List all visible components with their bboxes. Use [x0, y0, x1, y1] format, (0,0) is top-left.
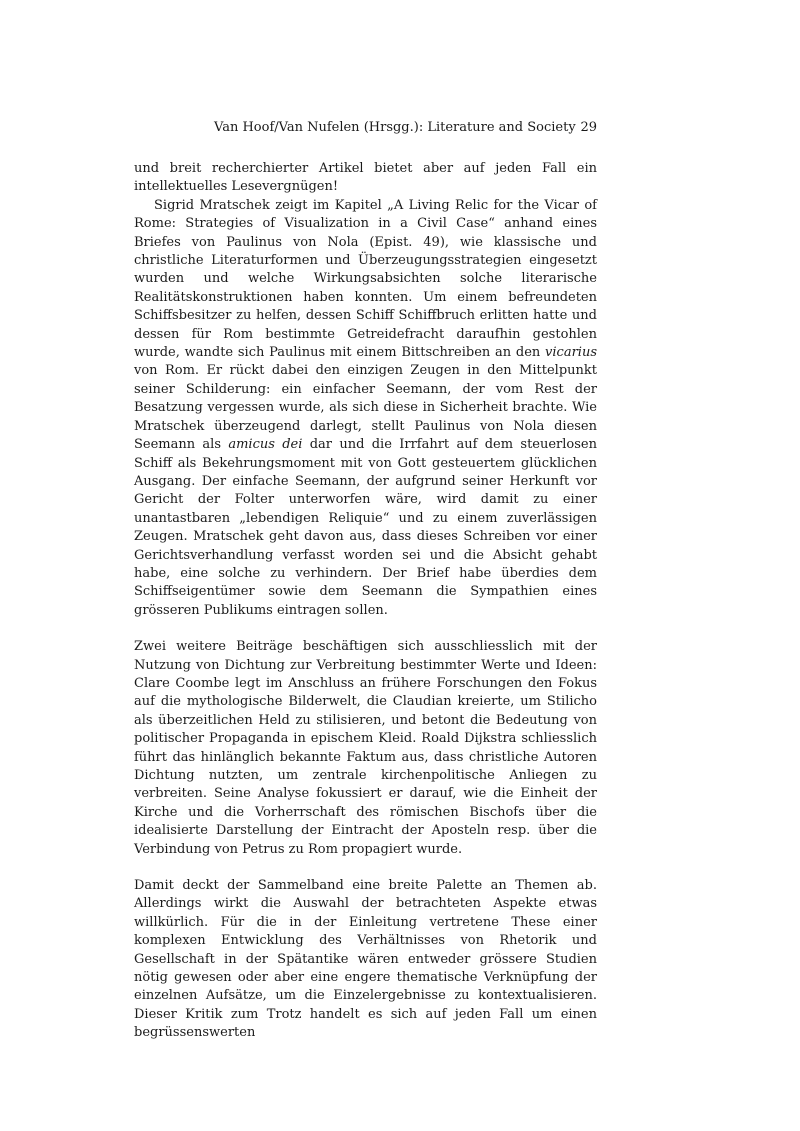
body-text: [134, 160, 597, 1043]
italic-term: amicus dei: [228, 437, 303, 453]
italic-term: vicarius: [545, 345, 597, 361]
paragraph-conclusion: Damit deckt der Sammelband eine breite Palette an Themen ab. Allerdings wirkt die Auswahl der betrachteten Aspekte etwas willkürlich. Für die in der Einleitung vertretene These einer komplexen Entwicklung des Verhältnisses von Rhetorik und Gesellschaft in der Spätantike wären entweder grössere Studien nötig gewesen oder aber eine engere thematische Verknüpfung der einzelnen Aufsätze, um die Einzelergebnisse zu kontextualisieren. Dieser Kritik zum Trotz handelt es sich auf jeden Fall um einen begrüssenswerten: [134, 878, 597, 1041]
page-number: 29: [580, 120, 597, 135]
running-head: [134, 118, 597, 138]
paragraph-text: von Rom. Er rückt dabei den einzigen Zeugen in den Mittelpunkt seiner Schilderung: ein einfacher Seemann, der vom Rest der Besatzung vergessen wurde, als sich diese in Sicherheit brachte. Wie Mratschek überzeugend darlegt, stellt Paulinus von Nola diesen Seemann als: [134, 363, 597, 453]
paragraph-continuation: und breit recherchierter Artikel bietet aber auf jeden Fall ein intellektuelles Lesevergnügen!: [134, 161, 597, 195]
paragraph-mratschek: [134, 197, 597, 620]
running-title: Van Hoof/Van Nufelen (Hrsgg.): Literature and Society: [214, 120, 576, 135]
paragraph-coombe-dijkstra: Zwei weitere Beiträge beschäftigen sich ausschliesslich mit der Nutzung von Dichtung zur Verbreitung bestimmter Werte und Ideen: Clare Coombe legt im Anschluss an frühere Forschungen den Fokus auf die mythologische Bilderwelt, die Claudian kreierte, um Stilicho als überzeitlichen Held zu stilisieren, und betont die Bedeutung von politischer Propaganda in epischem Kleid. Roald Dijkstra schliesslich führt das hinlänglich bekannte Faktum aus, dass christliche Autoren Dichtung nutzten, um zentrale kirchenpolitische Anliegen zu verbreiten. Seine Analyse fokussiert er darauf, wie die Einheit der Kirche und die Vorherrschaft des römischen Bischofs über die idealisierte Darstellung der Eintracht der Aposteln resp. über die Verbindung von Petrus zu Rom propagiert wurde.: [134, 639, 597, 857]
paragraph-text: Sigrid Mratschek zeigt im Kapitel „A Living Relic for the Vicar of Rome: Strategies of Visualization in a Civil Case“ anhand eines Briefes von Paulinus von Nola (Epist. 49), wie klassische und christliche Literaturformen und Überzeugungsstrategien eingesetzt wurden und welche Wirkungsabsichten solche literarische Realitätskonstruktionen haben konnten. Um einem befreundeten Schiffsbesitzer zu helfen, dessen Schiff Schiffbruch erlitten hatte und dessen für Rom bestimmte Getreidefracht daraufhin gestohlen wurde, wandte sich Paulinus mit einem Bittschreiben an den: [134, 197, 597, 361]
paragraph-text: dar und die Irrfahrt auf dem steuerlosen Schiff als Bekehrungsmoment mit von Gott gesteuertem glücklichen Ausgang. Der einfache Seemann, der aufgrund seiner Herkunft vor Gericht der Folter unterworfen wäre, wird damit zu einer unantastbaren „lebendigen Reliquie“ und zu einem zuverlässigen Zeugen. Mratschek geht davon aus, dass dieses Schreiben vor einer Gerichtsverhandlung verfasst worden sei und die Absicht gehabt habe, eine solche zu verhindern. Der Brief habe überdies dem Schiffseigentümer sowie dem Seemann die Sympathien eines grösseren Publikums eintragen sollen.: [134, 437, 597, 618]
page: [134, 118, 597, 1043]
